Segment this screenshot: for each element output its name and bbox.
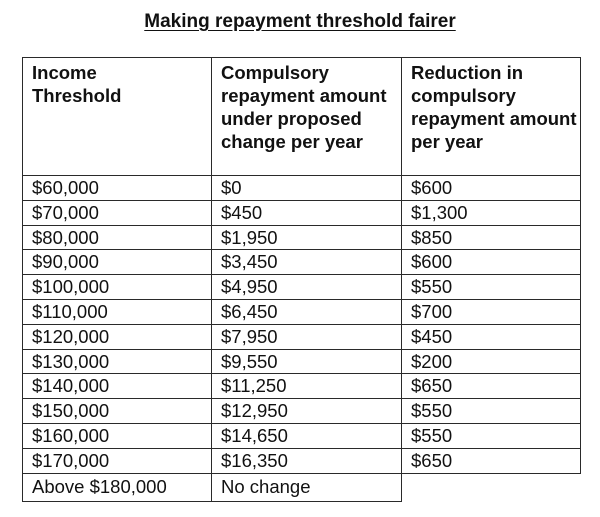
table-row	[23, 225, 581, 250]
header-reduction: Reduction in compulsory repayment amount per year	[402, 58, 581, 176]
repayment-cell: $16,350	[212, 448, 402, 473]
reduction-cell: $600	[402, 176, 581, 201]
header-income-threshold: Income Threshold	[23, 58, 212, 176]
table-header-row	[23, 58, 581, 176]
income-cell: $140,000	[23, 374, 212, 399]
repayment-cell: $1,950	[212, 225, 402, 250]
income-cell: $150,000	[23, 399, 212, 424]
income-cell: $100,000	[23, 275, 212, 300]
income-cell: $170,000	[23, 448, 212, 473]
reduction-cell-empty	[402, 473, 581, 501]
repayment-cell: $14,650	[212, 423, 402, 448]
reduction-cell: $650	[402, 448, 581, 473]
header-compulsory-repayment: Compulsory repayment amount under proposed change per year	[212, 58, 402, 176]
repayment-cell: $9,550	[212, 349, 402, 374]
income-cell: $80,000	[23, 225, 212, 250]
table-row	[23, 374, 581, 399]
table-row	[23, 448, 581, 473]
repayment-cell: $7,950	[212, 324, 402, 349]
income-cell: $90,000	[23, 250, 212, 275]
table-row	[23, 423, 581, 448]
reduction-cell: $600	[402, 250, 581, 275]
reduction-cell: $200	[402, 349, 581, 374]
income-cell: $130,000	[23, 349, 212, 374]
table-row	[23, 349, 581, 374]
repayment-cell: $450	[212, 200, 402, 225]
repayment-cell: $0	[212, 176, 402, 201]
reduction-cell: $550	[402, 275, 581, 300]
table-row	[23, 250, 581, 275]
income-cell: $70,000	[23, 200, 212, 225]
repayment-cell: No change	[212, 473, 402, 501]
reduction-cell: $450	[402, 324, 581, 349]
repayment-cell: $6,450	[212, 299, 402, 324]
income-cell: $60,000	[23, 176, 212, 201]
reduction-cell: $550	[402, 423, 581, 448]
repayment-cell: $12,950	[212, 399, 402, 424]
table-row	[23, 176, 581, 201]
repayment-cell: $3,450	[212, 250, 402, 275]
table-row	[23, 473, 581, 501]
income-cell: $120,000	[23, 324, 212, 349]
table-row	[23, 324, 581, 349]
reduction-cell: $550	[402, 399, 581, 424]
income-cell: $110,000	[23, 299, 212, 324]
reduction-cell: $1,300	[402, 200, 581, 225]
table-row	[23, 275, 581, 300]
reduction-cell: $850	[402, 225, 581, 250]
repayment-cell: $4,950	[212, 275, 402, 300]
reduction-cell: $650	[402, 374, 581, 399]
document-title: Making repayment threshold fairer	[144, 11, 456, 32]
reduction-cell: $700	[402, 299, 581, 324]
income-cell: $160,000	[23, 423, 212, 448]
table-row	[23, 299, 581, 324]
table-row	[23, 200, 581, 225]
table-row	[23, 399, 581, 424]
repayment-cell: $11,250	[212, 374, 402, 399]
income-cell: Above $180,000	[23, 473, 212, 501]
repayment-table	[22, 57, 581, 502]
